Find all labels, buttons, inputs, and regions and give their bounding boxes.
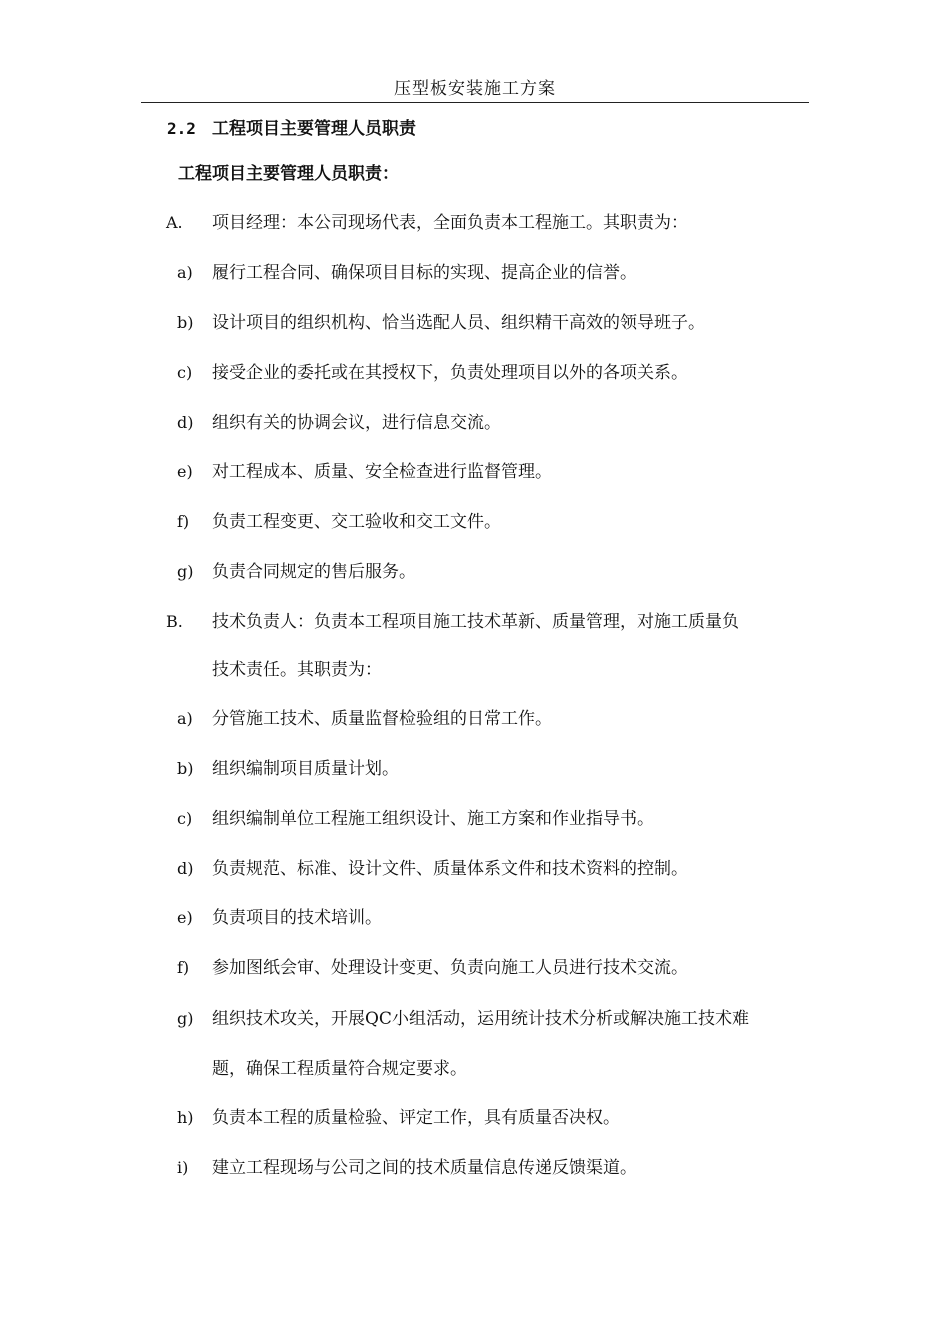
- list-item-text: 负责合同规定的售后服务。: [212, 562, 416, 582]
- list-item-marker: d): [177, 859, 194, 878]
- document-title: 压型板安装施工方案: [394, 79, 556, 99]
- list-item-marker: f): [177, 512, 190, 531]
- list-item-text: 组织编制项目质量计划。: [212, 759, 399, 779]
- list-item-text: 接受企业的委托或在其授权下，负责处理项目以外的各项关系。: [212, 363, 688, 383]
- list-item-marker: c): [177, 809, 193, 828]
- list-item-text: 组织编制单位工程施工组织设计、施工方案和作业指导书。: [212, 809, 654, 829]
- list-item-text: 负责本工程的质量检验、评定工作，具有质量否决权。: [212, 1108, 620, 1128]
- list-item-marker: a): [177, 709, 193, 728]
- section-number: 2.2: [167, 119, 196, 138]
- list-item-marker: e): [177, 908, 193, 927]
- role-text: 技术负责人：负责本工程项目施工技术革新、质量管理，对施工质量负: [212, 612, 739, 632]
- list-item-text: 对工程成本、质量、安全检查进行监督管理。: [212, 462, 552, 482]
- list-item-text: 组织有关的协调会议，进行信息交流。: [212, 413, 501, 433]
- role-text: 项目经理：本公司现场代表，全面负责本工程施工。其职责为：: [212, 213, 688, 233]
- list-item-marker: b): [177, 759, 194, 778]
- list-item-text: 设计项目的组织机构、恰当选配人员、组织精干高效的领导班子。: [212, 313, 705, 333]
- list-item-text: 负责项目的技术培训。: [212, 908, 382, 928]
- list-item-text: 负责工程变更、交工验收和交工文件。: [212, 512, 501, 532]
- list-item-text: 分管施工技术、质量监督检验组的日常工作。: [212, 709, 552, 729]
- role-marker: B.: [166, 612, 183, 631]
- list-item-marker: c): [177, 363, 193, 382]
- list-item-marker: h): [177, 1108, 194, 1127]
- list-item-marker: g): [177, 1009, 194, 1028]
- list-item-marker: d): [177, 413, 194, 432]
- list-item-marker: e): [177, 462, 193, 481]
- list-item-marker: i): [177, 1158, 189, 1177]
- list-item-marker: g): [177, 562, 194, 581]
- list-item-text: 题，确保工程质量符合规定要求。: [212, 1059, 467, 1079]
- list-item-text: 参加图纸会审、处理设计变更、负责向施工人员进行技术交流。: [212, 958, 688, 978]
- list-item-text: 建立工程现场与公司之间的技术质量信息传递反馈渠道。: [212, 1158, 637, 1178]
- section-intro: 工程项目主要管理人员职责：: [178, 164, 399, 184]
- role-marker: A.: [166, 213, 183, 232]
- list-item-text: 组织技术攻关，开展QC小组活动，运用统计技术分析或解决施工技术难: [212, 1009, 749, 1029]
- list-item-marker: a): [177, 263, 193, 282]
- section-title: 工程项目主要管理人员职责: [212, 119, 416, 139]
- list-item-marker: f): [177, 958, 190, 977]
- role-text: 技术责任。其职责为：: [212, 660, 382, 680]
- list-item-text: 负责规范、标准、设计文件、质量体系文件和技术资料的控制。: [212, 859, 688, 879]
- list-item-text: 履行工程合同、确保项目目标的实现、提高企业的信誉。: [212, 263, 637, 283]
- page-header: [141, 72, 809, 103]
- list-item-marker: b): [177, 313, 194, 332]
